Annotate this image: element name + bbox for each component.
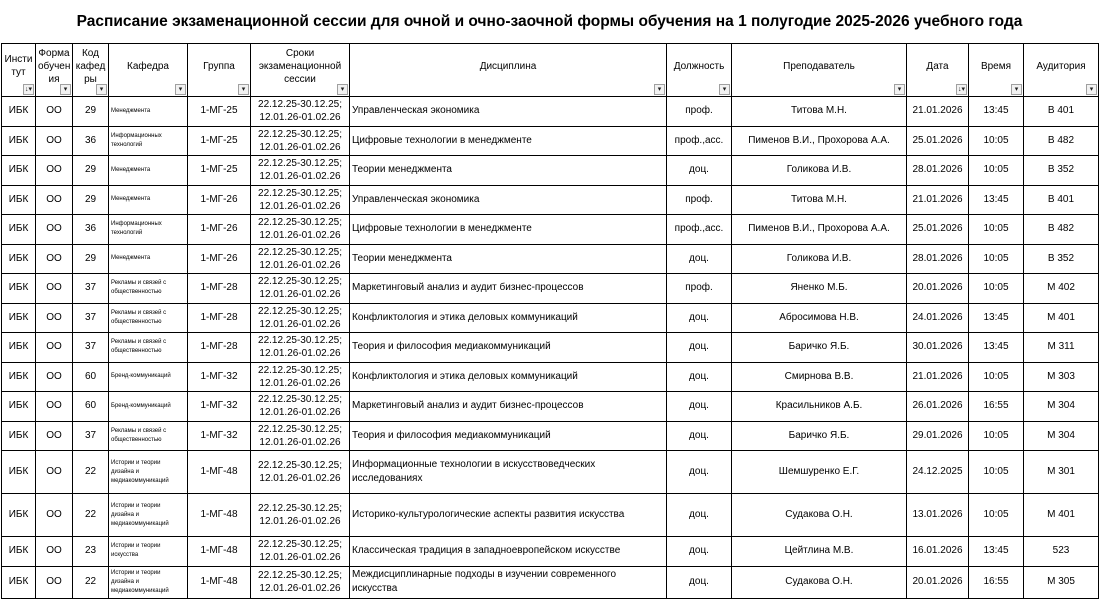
cell-code: 36: [73, 215, 109, 245]
cell-teacher: Цейтлина М.В.: [732, 537, 907, 567]
cell-group: 1-МГ-25: [188, 97, 251, 127]
cell-teacher: Яненко М.Б.: [732, 274, 907, 304]
cell-teacher: Титова М.Н.: [732, 97, 907, 127]
cell-position: проф.: [667, 185, 732, 215]
cell-position: доц.: [667, 333, 732, 363]
filter-dropdown-icon[interactable]: ▾: [1086, 84, 1097, 95]
cell-date: 25.01.2026: [907, 126, 969, 156]
cell-group: 1-МГ-28: [188, 333, 251, 363]
filter-dropdown-icon[interactable]: ▾: [175, 84, 186, 95]
cell-form: ОО: [36, 185, 73, 215]
cell-date: 20.01.2026: [907, 274, 969, 304]
cell-discipline: Управленческая экономика: [350, 185, 667, 215]
cell-time: 10:05: [969, 362, 1024, 392]
table-row: [2, 126, 1099, 156]
cell-code: 22: [73, 494, 109, 537]
cell-position: доц.: [667, 392, 732, 422]
cell-form: ОО: [36, 537, 73, 567]
cell-date: 21.01.2026: [907, 97, 969, 127]
cell-form: ОО: [36, 274, 73, 304]
cell-form: ОО: [36, 362, 73, 392]
cell-group: 1-МГ-48: [188, 537, 251, 567]
cell-time: 10:05: [969, 274, 1024, 304]
cell-discipline: Цифровые технологии в менеджменте: [350, 126, 667, 156]
cell-position: доц.: [667, 156, 732, 186]
cell-period: [251, 494, 350, 537]
cell-institute: ИБК: [2, 421, 36, 451]
period-line-1: 22.12.25-30.12.25;: [258, 570, 342, 581]
table-row: [2, 303, 1099, 333]
cell-group: 1-МГ-26: [188, 215, 251, 245]
col-header-code: Код кафед ры ▾: [73, 44, 109, 97]
cell-room: М 305: [1024, 566, 1099, 598]
cell-department: Менеджмента: [109, 244, 188, 274]
cell-time: 10:05: [969, 156, 1024, 186]
cell-room: В 482: [1024, 126, 1099, 156]
cell-room: В 401: [1024, 97, 1099, 127]
cell-code: 37: [73, 421, 109, 451]
cell-institute: ИБК: [2, 215, 36, 245]
table-row: [2, 215, 1099, 245]
schedule-table: [1, 43, 1099, 599]
cell-institute: ИБК: [2, 156, 36, 186]
cell-date: 21.01.2026: [907, 362, 969, 392]
cell-teacher: Судакова О.Н.: [732, 566, 907, 598]
cell-discipline: Теория и философия медиакоммуникаций: [350, 421, 667, 451]
cell-discipline: Маркетинговый анализ и аудит бизнес-процессов: [350, 392, 667, 422]
period-line-2: 12.01.26-01.02.26: [259, 259, 341, 271]
cell-room: М 303: [1024, 362, 1099, 392]
cell-position: проф.: [667, 274, 732, 304]
period-line-1: 22.12.25-30.12.25;: [258, 503, 342, 514]
cell-code: 22: [73, 566, 109, 598]
filter-dropdown-icon[interactable]: ▾: [96, 84, 107, 95]
col-header-time: Время ▾: [969, 44, 1024, 97]
cell-position: проф.: [667, 97, 732, 127]
cell-group: 1-МГ-28: [188, 274, 251, 304]
cell-time: 13:45: [969, 97, 1024, 127]
cell-code: 29: [73, 185, 109, 215]
cell-form: ОО: [36, 244, 73, 274]
cell-date: 26.01.2026: [907, 392, 969, 422]
cell-period: [251, 97, 350, 127]
cell-position: доц.: [667, 537, 732, 567]
cell-position: доц.: [667, 494, 732, 537]
cell-teacher: Титова М.Н.: [732, 185, 907, 215]
table-row: [2, 392, 1099, 422]
cell-group: 1-МГ-26: [188, 244, 251, 274]
cell-time: 10:05: [969, 126, 1024, 156]
table-row: [2, 274, 1099, 304]
cell-period: [251, 156, 350, 186]
filter-dropdown-icon[interactable]: ▾: [60, 84, 71, 95]
cell-room: М 311: [1024, 333, 1099, 363]
period-line-1: 22.12.25-30.12.25;: [258, 460, 342, 471]
cell-date: 29.01.2026: [907, 421, 969, 451]
cell-room: В 352: [1024, 156, 1099, 186]
cell-form: ОО: [36, 494, 73, 537]
cell-group: 1-МГ-32: [188, 392, 251, 422]
col-header-institute: Инсти тут ↓▾: [2, 44, 36, 97]
cell-period: [251, 537, 350, 567]
cell-discipline: Теории менеджмента: [350, 156, 667, 186]
cell-room: М 401: [1024, 494, 1099, 537]
cell-time: 10:05: [969, 244, 1024, 274]
cell-discipline: Междисциплинарные подходы в изучении современного искусства: [350, 566, 667, 598]
cell-period: [251, 333, 350, 363]
period-line-1: 22.12.25-30.12.25;: [258, 423, 342, 435]
period-line-2: 12.01.26-01.02.26: [259, 230, 341, 242]
cell-period: [251, 126, 350, 156]
table-row: [2, 97, 1099, 127]
period-line-1: 22.12.25-30.12.25;: [258, 187, 342, 199]
cell-group: 1-МГ-48: [188, 566, 251, 598]
cell-group: 1-МГ-28: [188, 303, 251, 333]
cell-date: 24.01.2026: [907, 303, 969, 333]
cell-discipline: Историко-культурологические аспекты развития искусства: [350, 494, 667, 537]
cell-room: 523: [1024, 537, 1099, 567]
table-row: [2, 451, 1099, 494]
cell-room: М 402: [1024, 274, 1099, 304]
cell-date: 24.12.2025: [907, 451, 969, 494]
table-row: [2, 244, 1099, 274]
cell-time: 10:05: [969, 494, 1024, 537]
cell-group: 1-МГ-32: [188, 362, 251, 392]
cell-room: М 301: [1024, 451, 1099, 494]
cell-time: 10:05: [969, 215, 1024, 245]
cell-discipline: Классическая традиция в западноевропейском искусстве: [350, 537, 667, 567]
table-body: [2, 97, 1099, 599]
cell-code: 29: [73, 97, 109, 127]
cell-department: Менеджмента: [109, 156, 188, 186]
table-row: [2, 494, 1099, 537]
cell-institute: ИБК: [2, 244, 36, 274]
cell-group: 1-МГ-25: [188, 156, 251, 186]
cell-discipline: Маркетинговый анализ и аудит бизнес-процессов: [350, 274, 667, 304]
cell-teacher: Шемшуренко Е.Г.: [732, 451, 907, 494]
cell-time: 13:45: [969, 303, 1024, 333]
cell-institute: ИБК: [2, 362, 36, 392]
cell-department: Менеджмента: [109, 185, 188, 215]
col-header-room: Аудитория ▾: [1024, 44, 1099, 97]
cell-period: [251, 215, 350, 245]
cell-department: Рекламы и связей с общественностью: [109, 421, 188, 451]
cell-teacher: Баричко Я.Б.: [732, 333, 907, 363]
cell-teacher: Пименов В.И., Прохорова А.А.: [732, 215, 907, 245]
cell-position: доц.: [667, 451, 732, 494]
period-line-2: 12.01.26-01.02.26: [259, 473, 341, 484]
cell-date: 25.01.2026: [907, 215, 969, 245]
cell-department: Информационных технологий: [109, 126, 188, 156]
col-header-period: Сроки экзаменационной сессии ▾: [251, 44, 350, 97]
period-line-1: 22.12.25-30.12.25;: [258, 539, 342, 551]
cell-period: [251, 392, 350, 422]
header-row: [2, 44, 1099, 97]
cell-department: Менеджмента: [109, 97, 188, 127]
cell-department: Рекламы и связей с общественностью: [109, 333, 188, 363]
cell-institute: ИБК: [2, 333, 36, 363]
cell-date: 28.01.2026: [907, 244, 969, 274]
period-line-1: 22.12.25-30.12.25;: [258, 394, 342, 406]
period-line-2: 12.01.26-01.02.26: [259, 289, 341, 301]
cell-period: [251, 303, 350, 333]
cell-form: ОО: [36, 421, 73, 451]
cell-period: [251, 451, 350, 494]
cell-time: 10:05: [969, 421, 1024, 451]
col-header-discipline: Дисциплина ▾: [350, 44, 667, 97]
cell-group: 1-МГ-32: [188, 421, 251, 451]
cell-discipline: Информационные технологии в искусствоведческих исследованиях: [350, 451, 667, 494]
cell-position: доц.: [667, 421, 732, 451]
sort-filter-icon[interactable]: ↓▾: [957, 86, 965, 93]
table-row: [2, 362, 1099, 392]
cell-teacher: Красильников А.Б.: [732, 392, 907, 422]
cell-code: 37: [73, 333, 109, 363]
cell-code: 37: [73, 274, 109, 304]
period-line-2: 12.01.26-01.02.26: [259, 407, 341, 419]
cell-date: 20.01.2026: [907, 566, 969, 598]
cell-time: 16:55: [969, 392, 1024, 422]
cell-group: 1-МГ-26: [188, 185, 251, 215]
cell-room: В 482: [1024, 215, 1099, 245]
cell-time: 10:05: [969, 451, 1024, 494]
table-row: [2, 156, 1099, 186]
cell-discipline: Цифровые технологии в менеджменте: [350, 215, 667, 245]
cell-teacher: Абросимова Н.В.: [732, 303, 907, 333]
cell-form: ОО: [36, 392, 73, 422]
cell-date: 13.01.2026: [907, 494, 969, 537]
cell-discipline: Управленческая экономика: [350, 97, 667, 127]
cell-department: Истории и теории дизайна и медиакоммуникаций: [109, 451, 188, 494]
period-line-2: 12.01.26-01.02.26: [259, 377, 341, 389]
table-row: [2, 421, 1099, 451]
period-line-1: 22.12.25-30.12.25;: [258, 364, 342, 376]
cell-discipline: Теории менеджмента: [350, 244, 667, 274]
cell-institute: ИБК: [2, 126, 36, 156]
cell-institute: ИБК: [2, 566, 36, 598]
period-line-1: 22.12.25-30.12.25;: [258, 217, 342, 229]
period-line-2: 12.01.26-01.02.26: [259, 141, 341, 153]
cell-position: доц.: [667, 566, 732, 598]
cell-time: 16:55: [969, 566, 1024, 598]
cell-form: ОО: [36, 333, 73, 363]
cell-institute: ИБК: [2, 451, 36, 494]
cell-date: 21.01.2026: [907, 185, 969, 215]
cell-department: Истории и теории дизайна и медиакоммуникаций: [109, 494, 188, 537]
col-header-form: Форма обучен ия ▾: [36, 44, 73, 97]
cell-position: проф.,асс.: [667, 215, 732, 245]
cell-room: В 352: [1024, 244, 1099, 274]
col-header-date: Дата ↓▾: [907, 44, 969, 97]
period-line-2: 12.01.26-01.02.26: [259, 552, 341, 564]
sort-filter-icon[interactable]: ↓▾: [24, 86, 32, 93]
period-line-1: 22.12.25-30.12.25;: [258, 335, 342, 347]
col-header-department: Кафедра ▾: [109, 44, 188, 97]
cell-period: [251, 244, 350, 274]
cell-time: 13:45: [969, 185, 1024, 215]
cell-position: проф.,асс.: [667, 126, 732, 156]
cell-department: Бренд-коммуникаций: [109, 392, 188, 422]
col-header-teacher: Преподаватель ▾: [732, 44, 907, 97]
period-line-2: 12.01.26-01.02.26: [259, 516, 341, 527]
filter-dropdown-icon[interactable]: ▾: [719, 84, 730, 95]
cell-code: 60: [73, 362, 109, 392]
col-header-position: Должность ▾: [667, 44, 732, 97]
cell-institute: ИБК: [2, 303, 36, 333]
table-row: [2, 333, 1099, 363]
cell-discipline: Конфликтология и этика деловых коммуникаций: [350, 303, 667, 333]
period-line-1: 22.12.25-30.12.25;: [258, 128, 342, 140]
period-line-2: 12.01.26-01.02.26: [259, 583, 341, 594]
cell-code: 29: [73, 244, 109, 274]
cell-date: 16.01.2026: [907, 537, 969, 567]
cell-room: М 304: [1024, 421, 1099, 451]
cell-department: Истории и теории искусства: [109, 537, 188, 567]
filter-dropdown-icon[interactable]: ▾: [654, 84, 665, 95]
cell-teacher: Баричко Я.Б.: [732, 421, 907, 451]
title-bar: [0, 0, 1099, 43]
period-line-1: 22.12.25-30.12.25;: [258, 246, 342, 258]
table-row: [2, 566, 1099, 598]
cell-group: 1-МГ-48: [188, 451, 251, 494]
cell-teacher: Голикова И.В.: [732, 156, 907, 186]
cell-teacher: Судакова О.Н.: [732, 494, 907, 537]
cell-form: ОО: [36, 566, 73, 598]
cell-code: 60: [73, 392, 109, 422]
cell-form: ОО: [36, 97, 73, 127]
cell-form: ОО: [36, 303, 73, 333]
cell-institute: ИБК: [2, 392, 36, 422]
cell-date: 30.01.2026: [907, 333, 969, 363]
period-line-2: 12.01.26-01.02.26: [259, 348, 341, 360]
page-title: Расписание экзаменационной сессии для очной и очно-заочной формы обучения на 1 полугодие 2025-2026 учебного года: [76, 12, 1023, 30]
cell-period: [251, 274, 350, 304]
filter-dropdown-icon[interactable]: ▾: [337, 84, 348, 95]
cell-time: 13:45: [969, 537, 1024, 567]
cell-date: 28.01.2026: [907, 156, 969, 186]
cell-institute: ИБК: [2, 185, 36, 215]
cell-institute: ИБК: [2, 97, 36, 127]
period-line-1: 22.12.25-30.12.25;: [258, 99, 342, 111]
cell-form: ОО: [36, 156, 73, 186]
period-line-1: 22.12.25-30.12.25;: [258, 276, 342, 288]
period-line-2: 12.01.26-01.02.26: [259, 436, 341, 448]
cell-time: 13:45: [969, 333, 1024, 363]
cell-code: 37: [73, 303, 109, 333]
cell-position: доц.: [667, 362, 732, 392]
cell-group: 1-МГ-48: [188, 494, 251, 537]
cell-department: Рекламы и связей с общественностью: [109, 274, 188, 304]
cell-period: [251, 185, 350, 215]
cell-code: 22: [73, 451, 109, 494]
cell-code: 29: [73, 156, 109, 186]
cell-department: Рекламы и связей с общественностью: [109, 303, 188, 333]
cell-period: [251, 421, 350, 451]
period-line-1: 22.12.25-30.12.25;: [258, 158, 342, 170]
cell-form: ОО: [36, 451, 73, 494]
cell-form: ОО: [36, 126, 73, 156]
cell-room: В 401: [1024, 185, 1099, 215]
cell-discipline: Теория и философия медиакоммуникаций: [350, 333, 667, 363]
period-line-2: 12.01.26-01.02.26: [259, 112, 341, 124]
cell-department: Бренд-коммуникаций: [109, 362, 188, 392]
period-line-2: 12.01.26-01.02.26: [259, 171, 341, 183]
table-row: [2, 185, 1099, 215]
cell-room: М 304: [1024, 392, 1099, 422]
cell-form: ОО: [36, 215, 73, 245]
cell-discipline: Конфликтология и этика деловых коммуникаций: [350, 362, 667, 392]
cell-institute: ИБК: [2, 274, 36, 304]
cell-group: 1-МГ-25: [188, 126, 251, 156]
cell-institute: ИБК: [2, 537, 36, 567]
cell-department: Информационных технологий: [109, 215, 188, 245]
period-line-2: 12.01.26-01.02.26: [259, 200, 341, 212]
col-header-group: Группа ▾: [188, 44, 251, 97]
filter-dropdown-icon[interactable]: ▾: [238, 84, 249, 95]
cell-teacher: Голикова И.В.: [732, 244, 907, 274]
cell-period: [251, 362, 350, 392]
cell-code: 36: [73, 126, 109, 156]
cell-teacher: Пименов В.И., Прохорова А.А.: [732, 126, 907, 156]
cell-position: доц.: [667, 303, 732, 333]
filter-dropdown-icon[interactable]: ▾: [894, 84, 905, 95]
cell-room: М 401: [1024, 303, 1099, 333]
table-row: [2, 537, 1099, 567]
filter-dropdown-icon[interactable]: ▾: [1011, 84, 1022, 95]
period-line-1: 22.12.25-30.12.25;: [258, 305, 342, 317]
cell-code: 23: [73, 537, 109, 567]
cell-institute: ИБК: [2, 494, 36, 537]
cell-period: [251, 566, 350, 598]
cell-position: доц.: [667, 244, 732, 274]
cell-teacher: Смирнова В.В.: [732, 362, 907, 392]
period-line-2: 12.01.26-01.02.26: [259, 318, 341, 330]
cell-department: Истории и теории дизайна и медиакоммуникаций: [109, 566, 188, 598]
